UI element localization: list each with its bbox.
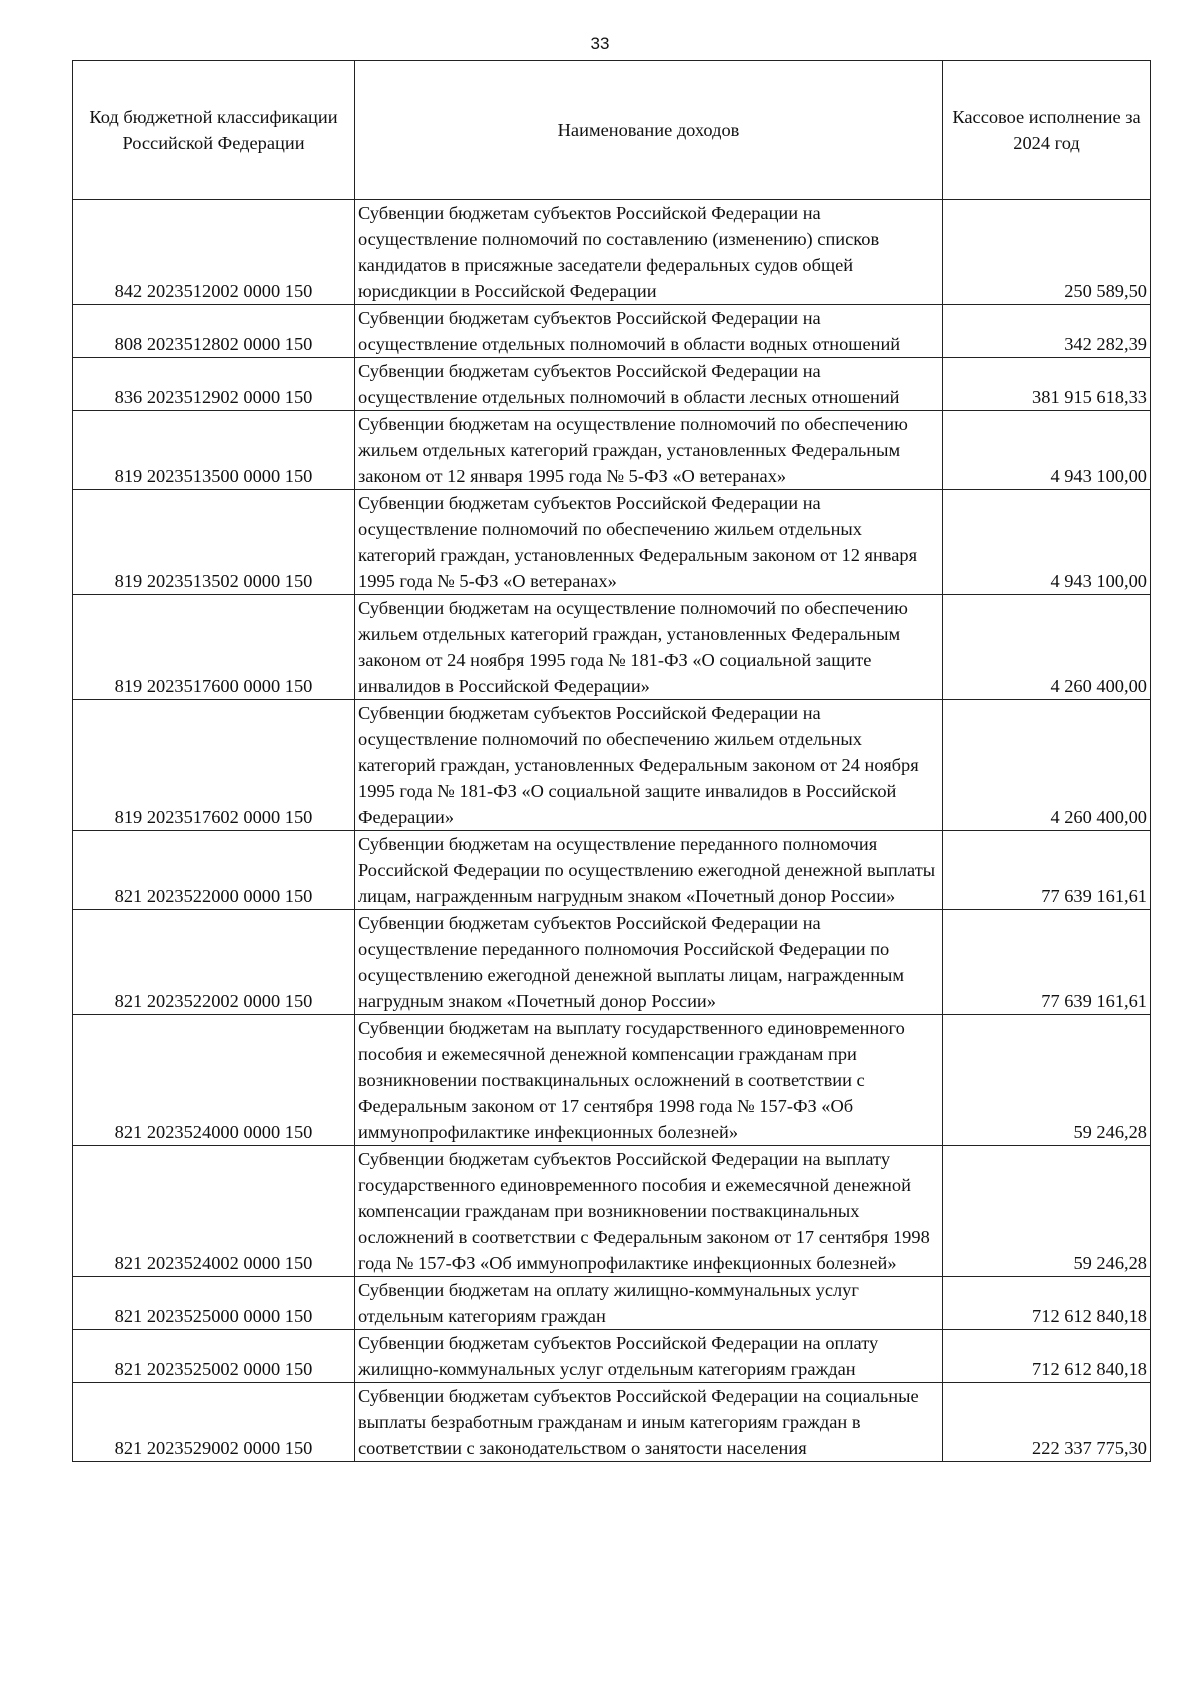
- amount-cell: 4 943 100,00: [943, 411, 1151, 490]
- page-number: 33: [590, 34, 610, 53]
- table-row: [73, 1015, 1151, 1146]
- header-budget-code: Код бюджетной классификации Российской Федерации: [73, 61, 355, 200]
- table-row: [73, 1146, 1151, 1277]
- budget-code-cell: 821 2023529002 0000 150: [73, 1383, 355, 1462]
- amount-cell: 59 246,28: [943, 1146, 1151, 1277]
- amount-cell: 381 915 618,33: [943, 358, 1151, 411]
- budget-code-cell: 808 2023512802 0000 150: [73, 305, 355, 358]
- table-row: [73, 1330, 1151, 1383]
- budget-code-cell: 821 2023525000 0000 150: [73, 1277, 355, 1330]
- amount-cell: 342 282,39: [943, 305, 1151, 358]
- revenue-name-cell: Субвенции бюджетам на осуществление полномочий по обеспечению жильем отдельных категорий граждан, установленных Федеральным законом от 12 января 1995 года № 5-ФЗ «О ветеранах»: [355, 411, 943, 490]
- revenue-name-cell: Субвенции бюджетам на осуществление переданного полномочия Российской Федерации по осуществлению ежегодной денежной выплаты лицам, награжденным нагрудным знаком «Почетный донор России»: [355, 831, 943, 910]
- amount-cell: 250 589,50: [943, 200, 1151, 305]
- revenue-name-cell: Субвенции бюджетам субъектов Российской Федерации на осуществление полномочий по обеспечению жильем отдельных категорий граждан, установленных Федеральным законом от 12 января 1995 года № 5-ФЗ «О ветеранах»: [355, 490, 943, 595]
- revenue-name-cell: Субвенции бюджетам субъектов Российской Федерации на оплату жилищно-коммунальных услуг отдельным категориям граждан: [355, 1330, 943, 1383]
- budget-code-cell: 821 2023522000 0000 150: [73, 831, 355, 910]
- revenue-name-cell: Субвенции бюджетам на осуществление полномочий по обеспечению жильем отдельных категорий граждан, установленных Федеральным законом от 24 ноября 1995 года № 181-ФЗ «О социальной защите инвалидов в Российской Федерации»: [355, 595, 943, 700]
- table-row: [73, 358, 1151, 411]
- revenue-name-cell: Субвенции бюджетам субъектов Российской Федерации на осуществление отдельных полномочий в области лесных отношений: [355, 358, 943, 411]
- amount-cell: 77 639 161,61: [943, 831, 1151, 910]
- table-row: [73, 700, 1151, 831]
- revenue-name-cell: Субвенции бюджетам субъектов Российской Федерации на осуществление полномочий по составлению (изменению) списков кандидатов в присяжные заседатели федеральных судов общей юрисдикции в Российской Федерации: [355, 200, 943, 305]
- budget-code-cell: 819 2023517600 0000 150: [73, 595, 355, 700]
- amount-cell: 4 260 400,00: [943, 700, 1151, 831]
- table-row: [73, 831, 1151, 910]
- revenue-name-cell: Субвенции бюджетам на оплату жилищно-коммунальных услуг отдельным категориям граждан: [355, 1277, 943, 1330]
- budget-code-cell: 819 2023513500 0000 150: [73, 411, 355, 490]
- budget-code-cell: 836 2023512902 0000 150: [73, 358, 355, 411]
- table-row: [73, 1383, 1151, 1462]
- table-row: [73, 305, 1151, 358]
- amount-cell: 4 943 100,00: [943, 490, 1151, 595]
- revenue-name-cell: Субвенции бюджетам субъектов Российской Федерации на осуществление отдельных полномочий в области водных отношений: [355, 305, 943, 358]
- table-row: [73, 200, 1151, 305]
- revenue-name-cell: Субвенции бюджетам субъектов Российской Федерации на выплату государственного единовременного пособия и ежемесячной денежной компенсации гражданам при возникновении поствакцинальных осложнений в соответствии с Федеральным законом от 17 сентября 1998 года № 157-ФЗ «Об иммунопрофилактике инфекционных болезней»: [355, 1146, 943, 1277]
- header-revenue-name: Наименование доходов: [355, 61, 943, 200]
- table-row: [73, 411, 1151, 490]
- budget-code-cell: 821 2023524000 0000 150: [73, 1015, 355, 1146]
- budget-code-cell: 821 2023525002 0000 150: [73, 1330, 355, 1383]
- budget-code-cell: 821 2023522002 0000 150: [73, 910, 355, 1015]
- amount-cell: 4 260 400,00: [943, 595, 1151, 700]
- table-row: [73, 910, 1151, 1015]
- table-header-row: [73, 61, 1151, 200]
- amount-cell: 712 612 840,18: [943, 1330, 1151, 1383]
- revenue-name-cell: Субвенции бюджетам субъектов Российской Федерации на осуществление переданного полномочия Российской Федерации по осуществлению ежегодной денежной выплаты лицам, награжденным нагрудным знаком «Почетный донор России»: [355, 910, 943, 1015]
- revenue-name-cell: Субвенции бюджетам на выплату государственного единовременного пособия и ежемесячной денежной компенсации гражданам при возникновении поствакцинальных осложнений в соответствии с Федеральным законом от 17 сентября 1998 года № 157-ФЗ «Об иммунопрофилактике инфекционных болезней»: [355, 1015, 943, 1146]
- amount-cell: 712 612 840,18: [943, 1277, 1151, 1330]
- table-row: [73, 1277, 1151, 1330]
- header-cash-execution: Кассовое исполнение за 2024 год: [943, 61, 1151, 200]
- revenue-name-cell: Субвенции бюджетам субъектов Российской Федерации на осуществление полномочий по обеспечению жильем отдельных категорий граждан, установленных Федеральным законом от 24 ноября 1995 года № 181-ФЗ «О социальной защите инвалидов в Российской Федерации»: [355, 700, 943, 831]
- budget-code-cell: 821 2023524002 0000 150: [73, 1146, 355, 1277]
- amount-cell: 222 337 775,30: [943, 1383, 1151, 1462]
- budget-revenue-table: [72, 60, 1151, 1462]
- budget-code-cell: 842 2023512002 0000 150: [73, 200, 355, 305]
- budget-code-cell: 819 2023513502 0000 150: [73, 490, 355, 595]
- budget-code-cell: 819 2023517602 0000 150: [73, 700, 355, 831]
- amount-cell: 77 639 161,61: [943, 910, 1151, 1015]
- revenue-name-cell: Субвенции бюджетам субъектов Российской Федерации на социальные выплаты безработным гражданам и иным категориям граждан в соответствии с законодательством о занятости населения: [355, 1383, 943, 1462]
- table-row: [73, 490, 1151, 595]
- amount-cell: 59 246,28: [943, 1015, 1151, 1146]
- table-row: [73, 595, 1151, 700]
